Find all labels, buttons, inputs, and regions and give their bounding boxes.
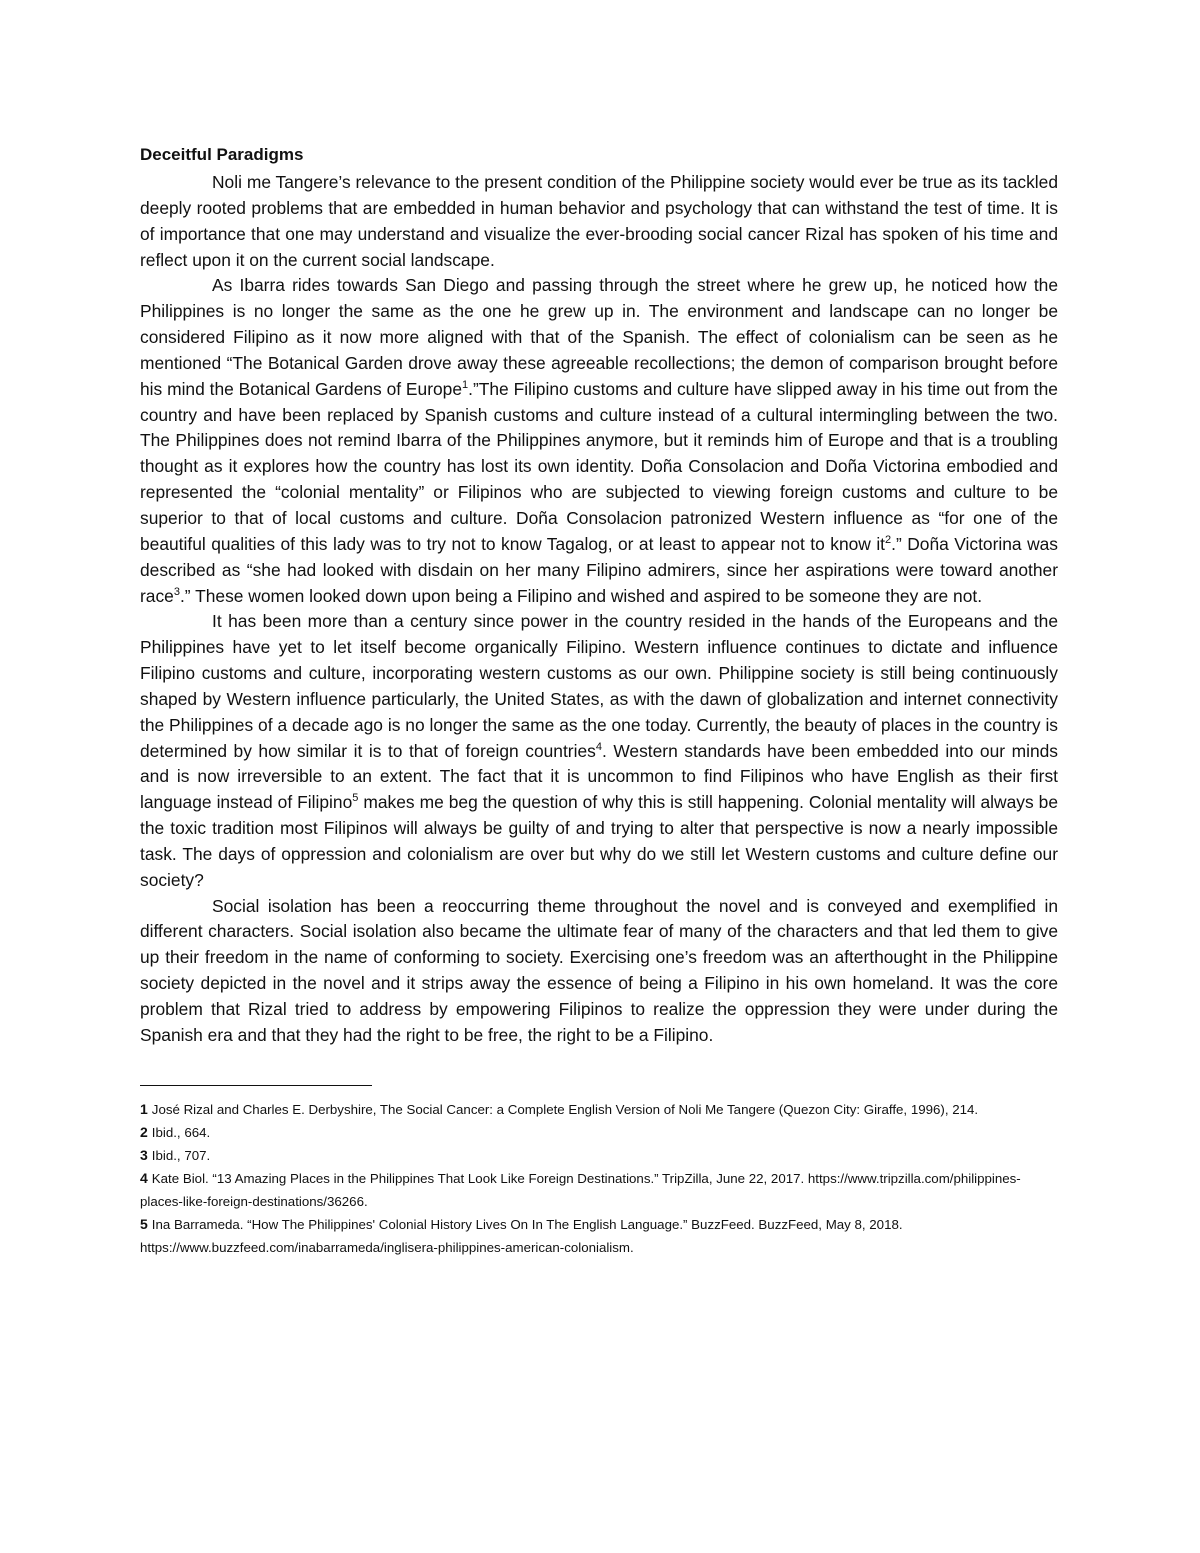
footnote-text: Kate Biol. “13 Amazing Places in the Philippines That Look Like Foreign Destinations.” TripZilla, June 22, 2017. https://www.tripzilla.com/philippines-places-like-foreign-destinations/36266. xyxy=(140,1170,1021,1209)
body-paragraph xyxy=(140,894,1058,1049)
footnote-reference: 2 xyxy=(885,534,892,547)
footnote-reference: 4 xyxy=(595,740,602,753)
body-paragraph xyxy=(140,170,1058,273)
paragraph-text: . Western standards have been embedded into our minds and is now irreversible to an extent. The fact that it is uncommon to find Filipinos who have English as their first language instead of Filipino xyxy=(140,740,1058,813)
footnote-item xyxy=(140,1167,1058,1213)
footnotes xyxy=(140,1098,1058,1259)
footnote-number: 2 xyxy=(140,1123,148,1140)
document-body xyxy=(140,140,1058,1259)
footnote-item xyxy=(140,1213,1058,1259)
paragraph-text: It has been more than a century since power in the country resided in the hands of the Europeans and the Philippines have yet to let itself become organically Filipino. Western influence continues to dictate and influence Filipino customs and culture, incorporating western customs as our own. Philippine society is still being continuously shaped by Western influence particularly, the United States, as with the dawn of globalization and internet connectivity the Philippines of a decade ago is no longer the same as the one today. Currently, the beauty of places in the country is determined by how similar it is to that of foreign countries xyxy=(140,611,1058,761)
footnote-item xyxy=(140,1098,1058,1121)
footnote-text: Ibid., 707. xyxy=(151,1147,211,1163)
paragraph-text: Noli me Tangere’s relevance to the present condition of the Philippine society would ever be true as its tackled deeply rooted problems that are embedded in human behavior and psychology that can withstand the test of time. It is of importance that one may understand and visualize the ever-brooding social cancer Rizal has spoken of his time and reflect upon it on the current social landscape. xyxy=(140,172,1058,270)
footnote-number: 3 xyxy=(140,1146,148,1163)
paragraph-text: .” Doña Victorina was described as “she had looked with disdain on her many Filipino admirers, since her aspirations were toward another race xyxy=(140,533,1058,606)
body-paragraph xyxy=(140,273,1058,609)
footnote-number: 5 xyxy=(140,1215,148,1232)
paragraph-text: As Ibarra rides towards San Diego and passing through the street where he grew up, he noticed how the Philippines is no longer the same as the one he grew up in. The environment and landscape can no longer be considered Filipino as it now more aligned with that of the Spanish. The effect of colonialism can be seen as he mentioned “The Botanical Garden drove away these agreeable recollections; the demon of comparison brought before his mind the Botanical Gardens of Europe xyxy=(140,275,1058,399)
paragraph-text: makes me beg the question of why this is still happening. Colonial mentality will always be the toxic tradition most Filipinos will always be guilty of and trying to alter that perspective is now a nearly impossible task. The days of oppression and colonialism are over but why do we still let Western customs and culture define our society? xyxy=(140,792,1058,890)
paragraph-text: Social isolation has been a reoccurring theme throughout the novel and is conveyed and exemplified in different characters. Social isolation also became the ultimate fear of many of the characters and that led them to give up their freedom in the name of conforming to society. Exercising one’s freedom was an afterthought in the Philippine society depicted in the novel and it strips away the essence of being a Filipino in his own homeland. It was the core problem that Rizal tried to address by empowering Filipinos to realize the oppression they were under during the Spanish era and that they had the right to be free, the right to be a Filipino. xyxy=(140,895,1058,1045)
footnote-reference: 1 xyxy=(462,378,469,391)
essay-paragraphs xyxy=(140,170,1058,1049)
footnote-text: Ina Barrameda. “How The Philippines' Colonial History Lives On In The English Language.” BuzzFeed. BuzzFeed, May 8, 2018. https://www.buzzfeed.com/inabarrameda/inglisera-philippines-american-colonialism. xyxy=(140,1216,903,1255)
paragraph-text: .” These women looked down upon being a Filipino and wished and aspired to be someone they are not. xyxy=(179,585,983,606)
footnote-reference: 3 xyxy=(173,585,180,598)
footnote-separator xyxy=(140,1085,372,1086)
footnote-text: José Rizal and Charles E. Derbyshire, The Social Cancer: a Complete English Version of Noli Me Tangere (Quezon City: Giraffe, 1996), 214. xyxy=(151,1101,979,1117)
footnote-item xyxy=(140,1121,1058,1144)
footnote-text: Ibid., 664. xyxy=(151,1124,211,1140)
footnote-item xyxy=(140,1144,1058,1167)
document-title: Deceitful Paradigms xyxy=(140,145,304,164)
footnote-reference: 5 xyxy=(352,792,359,805)
footnote-number: 4 xyxy=(140,1169,148,1186)
footnote-number: 1 xyxy=(140,1100,148,1117)
paragraph-text: .”The Filipino customs and culture have slipped away in his time out from the country and have been replaced by Spanish customs and culture instead of a cultural intermingling between the two. The Philippines does not remind Ibarra of the Philippines anymore, but it reminds him of Europe and that is a troubling thought as it explores how the country has lost its own identity. Doña Consolacion and Doña Victorina embodied and represented the “colonial mentality” or Filipinos who are subjected to viewing foreign customs and culture to be superior to that of local customs and culture. Doña Consolacion patronized Western influence as “for one of the beautiful qualities of this lady was to try not to know Tagalog, or at least to appear not to know it xyxy=(140,378,1058,554)
body-paragraph xyxy=(140,609,1058,893)
